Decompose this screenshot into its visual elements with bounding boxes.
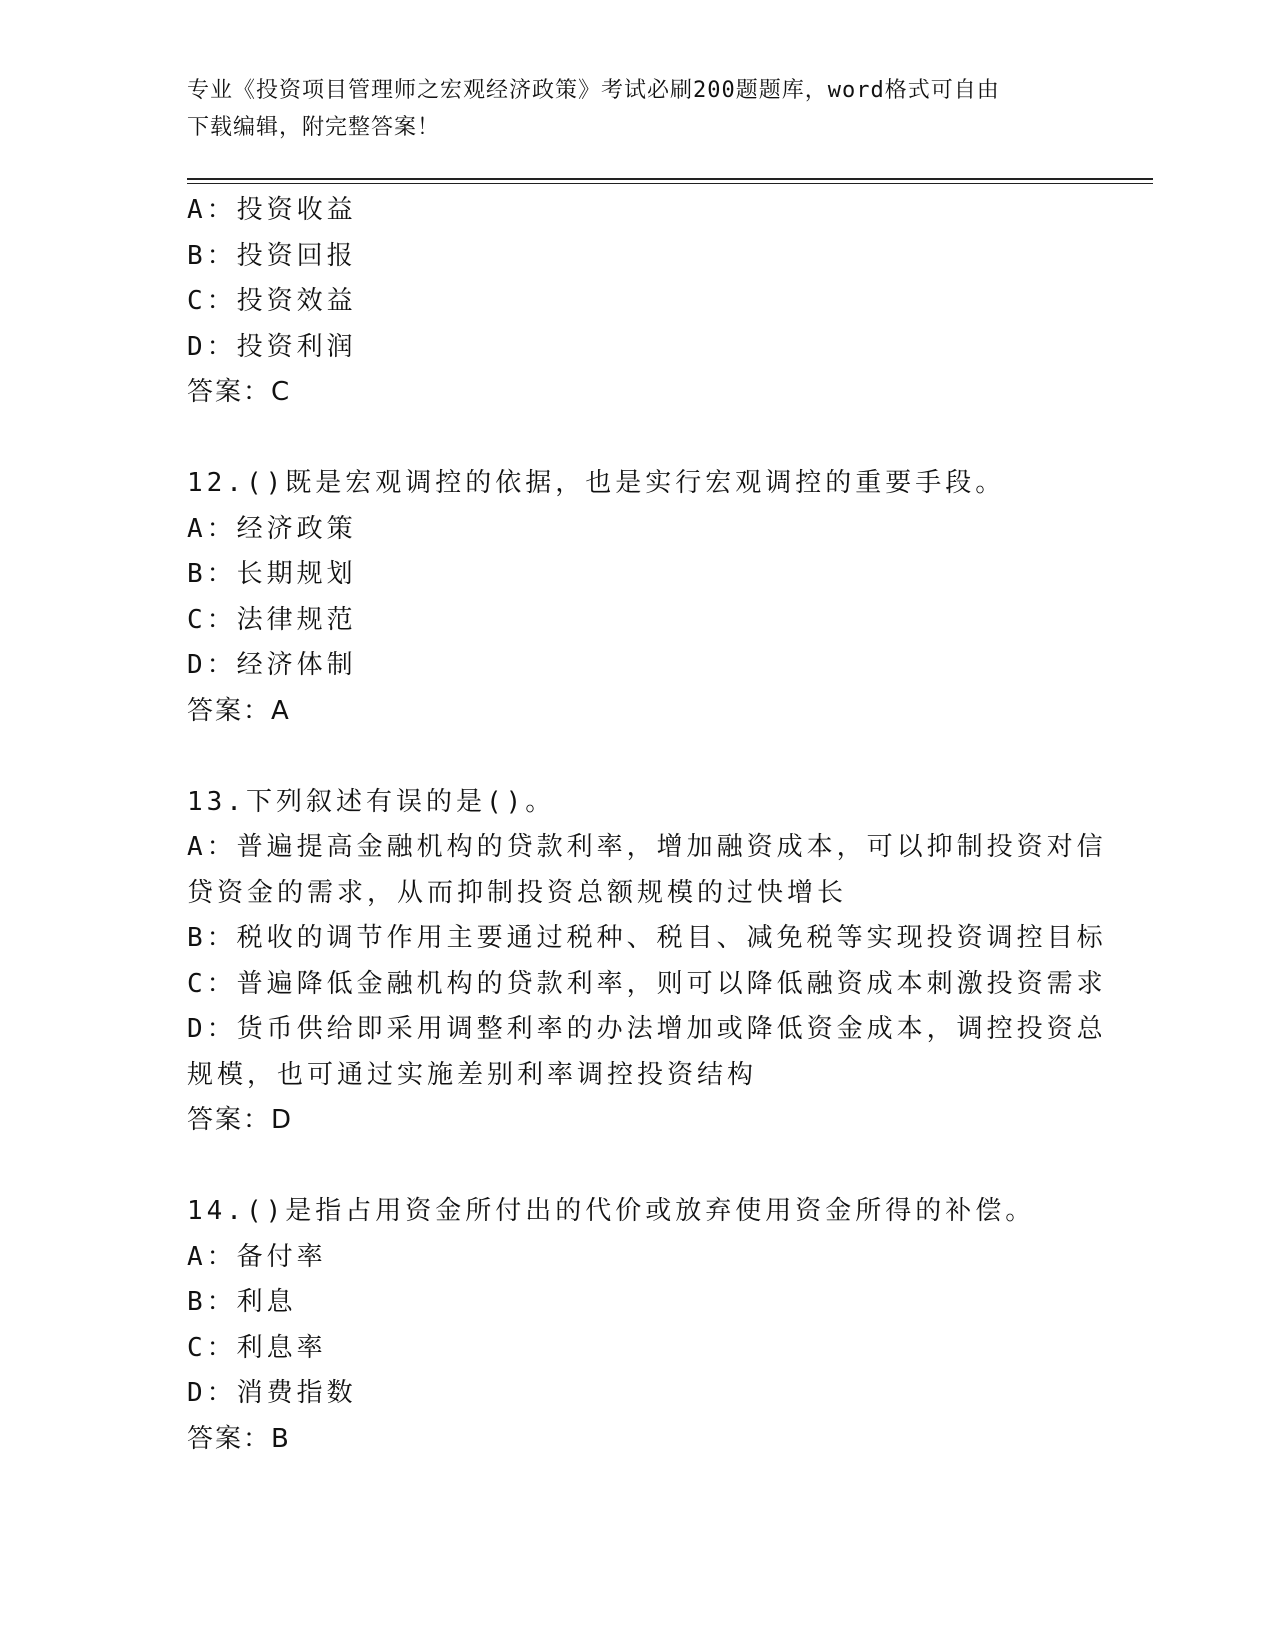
option-c: C：投资效益 [187,286,357,316]
option-d-line-2: 规模，也可通过实施差别利率调控投资结构 [187,1059,758,1090]
option-a-line-1: A：普遍提高金融机构的贷款利率，增加融资成本，可以抑制投资对信 [187,832,1107,862]
question-list [187,188,1107,1462]
option-a: A：备付率 [187,1241,327,1272]
option-d: D：消费指数 [187,1378,357,1408]
answer-line: 答案：A [187,695,291,726]
spacer [187,1144,1087,1190]
option-b: B：长期规划 [187,559,357,589]
option-a: A：经济政策 [187,513,357,544]
option-b: B：税收的调节作用主要通过税种、税目、减免税等实现投资调控目标 [187,923,1107,953]
header-divider-thin [187,183,1153,184]
option-d: D：经济体制 [187,650,357,680]
option-b: B：利息 [187,1287,297,1317]
option-d: D：投资利润 [187,331,357,362]
option-c: C：普遍降低金融机构的贷款利率，则可以降低融资成本刺激投资需求 [187,968,1107,999]
document-header [187,72,1087,146]
spacer [187,416,1087,462]
option-c: C：法律规范 [187,604,357,635]
question-text: 13.下列叙述有误的是()。 [187,786,556,817]
question-13 [187,780,1107,1144]
option-a-line-2: 贷资金的需求，从而抑制投资总额规模的过快增长 [187,877,848,908]
answer-line: 答案：B [187,1423,291,1454]
option-d-line-1: D：货币供给即采用调整利率的办法增加或降低资金成本，调控投资总 [187,1014,1107,1044]
question-11 [187,188,1087,416]
option-b: B：投资回报 [187,240,357,271]
question-text: 12.()既是宏观调控的依据，也是实行宏观调控的重要手段。 [187,468,1006,498]
answer-line: 答案：D [187,1105,294,1135]
header-line-2: 下载编辑，附完整答案！ [187,115,441,140]
option-a: A：投资收益 [187,195,357,225]
question-14 [187,1189,1087,1462]
answer-line: 答案：C [187,377,292,407]
header-divider-thick [187,178,1153,180]
header-line-1: 专业《投资项目管理师之宏观经济政策》考试必刷200题题库，word格式可自由 [187,78,1000,103]
spacer [187,734,1087,780]
option-c: C：利息率 [187,1332,327,1363]
question-text: 14.()是指占用资金所付出的代价或放弃使用资金所得的补偿。 [187,1196,1036,1226]
question-12 [187,461,1087,734]
